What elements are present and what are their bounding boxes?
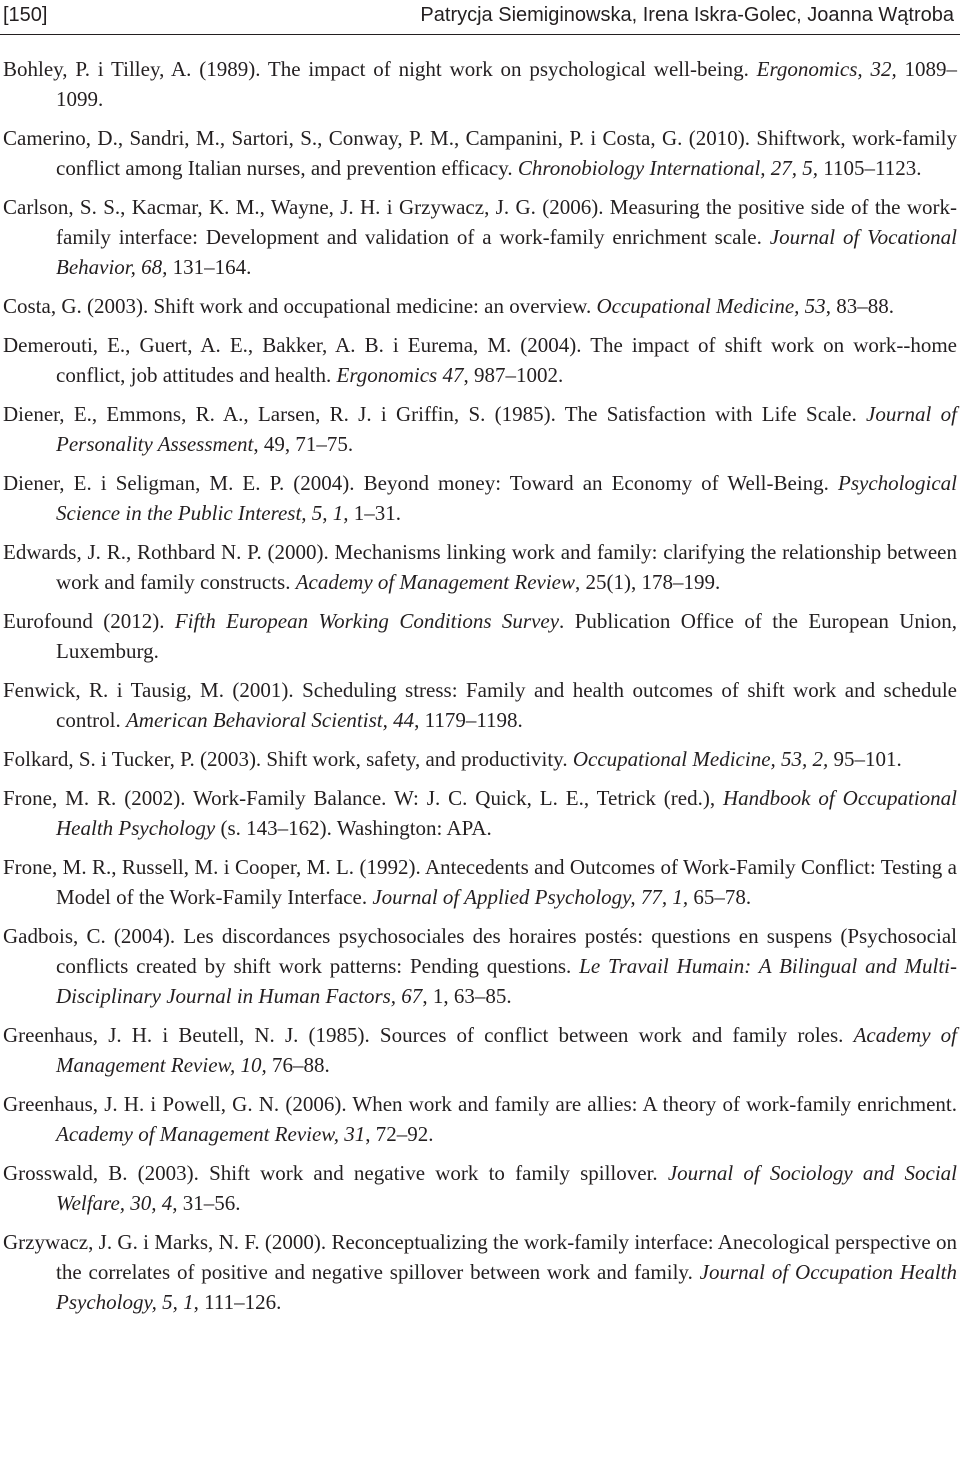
reference-journal: Fifth European Working Conditions Survey (174, 609, 560, 633)
reference-pages: 1–31. (348, 501, 402, 525)
reference-text: Eurofound (2012). (3, 609, 175, 633)
reference-entry (3, 330, 957, 390)
reference-pages: 131–164. (167, 255, 252, 279)
reference-text: Gadbois, C. (2004). Les discordances psychosociales des horaires postés: questions en suspens (Psychosocial conflicts created by shift work patterns: Pending questions. (3, 924, 957, 978)
reference-entry (3, 1227, 957, 1317)
reference-text: Edwards, J. R., Rothbard N. P. (2000). Mechanisms linking work and family: clarifying the relationship between work and family constructs. (3, 540, 957, 594)
reference-text: Diener, E., Emmons, R. A., Larsen, R. J. i Griffin, S. (1985). The Satisfaction with Life Scale. (3, 402, 867, 426)
page-number: [150] (3, 4, 48, 26)
reference-text: Grosswald, B. (2003). Shift work and negative work to family spillover. (3, 1161, 668, 1185)
reference-list (3, 54, 957, 1326)
reference-text: Fenwick, R. i Tausig, M. (2001). Scheduling stress: Family and health outcomes of shift work and schedule control. (3, 678, 957, 732)
reference-pages: 1105–1123. (818, 156, 922, 180)
reference-pages: , 1, 63–85. (422, 984, 512, 1008)
reference-journal: Occupational Medicine, 53, 2, (572, 747, 829, 771)
reference-text: Greenhaus, J. H. i Beutell, N. J. (1985). Sources of conflict between work and family roles. (3, 1023, 854, 1047)
reference-text: Greenhaus, J. H. i Powell, G. N. (2006). When work and family are allies: A theory of work-family enrichment. (3, 1092, 957, 1116)
reference-entry (3, 399, 957, 459)
reference-pages: 1089–1099. (56, 57, 958, 111)
reference-entry (3, 852, 957, 912)
reference-text: Frone, M. R. (2002). Work-Family Balance. W: J. C. Quick, L. E., Tetrick (red.), (3, 786, 723, 810)
reference-journal: Ergonomics, 32, (756, 57, 897, 81)
reference-text: Frone, M. R., Russell, M. i Cooper, M. L. (1992). Antecedents and Outcomes of Work-Family Conflict: Testing a Model of the Work-Family Interface. (3, 855, 957, 909)
reference-pages: , 49, 71–75. (253, 432, 354, 456)
reference-text: Demerouti, E., Guert, A. E., Bakker, A. B. i Eurema, M. (2004). The impact of shift work on work--home conflict, job attitudes and health. (3, 333, 957, 387)
reference-pages: (s. 143–162). Washington: APA. (215, 816, 492, 840)
reference-entry (3, 783, 957, 843)
reference-journal: Academy of Management Review (295, 570, 576, 594)
reference-journal: Academy of Management Review, 10, (56, 1023, 958, 1077)
reference-journal: American Behavioral Scientist, 44 (125, 708, 415, 732)
reference-text: Folkard, S. i Tucker, P. (2003). Shift work, safety, and productivity. (3, 747, 573, 771)
reference-pages: , 111–126. (193, 1290, 282, 1314)
reference-text: Camerino, D., Sandri, M., Sartori, S., Conway, P. M., Campanini, P. i Costa, G. (2010). Shiftwork, work-family conflict among Italian nurses, and prevention efficacy. (3, 126, 957, 180)
reference-pages: , 72–92. (365, 1122, 434, 1146)
reference-pages: 65–78. (688, 885, 752, 909)
reference-text: Bohley, P. i Tilley, A. (1989). The impact of night work on psychological well-being. (3, 57, 757, 81)
reference-journal: Journal of Applied Psychology, 77, 1, (372, 885, 689, 909)
reference-entry (3, 54, 957, 114)
reference-entry (3, 744, 957, 774)
reference-journal: Academy of Management Review, 31 (56, 1122, 366, 1146)
reference-entry (3, 1089, 957, 1149)
reference-entry (3, 606, 957, 666)
reference-journal: Journal of Vocational Behavior, 68, (56, 225, 957, 279)
reference-pages: , 25(1), 178–199. (575, 570, 721, 594)
reference-journal: Psychological Science in the Public Interest, 5, 1, (56, 471, 957, 525)
reference-entry (3, 123, 957, 183)
reference-pages: 95–101. (828, 747, 902, 771)
reference-pages: . Publication Office of the European Union, Luxemburg. (56, 609, 957, 663)
reference-journal: Le Travail Humain: A Bilingual and Multi-Disciplinary Journal in Human Factors, 67 (56, 954, 957, 1008)
reference-journal: Journal of Occupation Health Psychology, 5, 1 (56, 1260, 958, 1314)
reference-entry (3, 921, 957, 1011)
reference-pages: 31–56. (177, 1191, 241, 1215)
reference-text: Diener, E. i Seligman, M. E. P. (2004). Beyond money: Toward an Economy of Well-Being. (3, 471, 839, 495)
reference-text: Carlson, S. S., Kacmar, K. M., Wayne, J. H. i Grzywacz, J. G. (2006). Measuring the positive side of the work-family interface: Development and validation of a work-family enrichment scale. (3, 195, 957, 249)
reference-journal: Handbook of Occupational Health Psychology (56, 786, 957, 840)
reference-journal: Occupational Medicine, 53 (596, 294, 826, 318)
reference-journal: Chronobiology International, 27, 5, (517, 156, 819, 180)
reference-pages: , 83–88. (825, 294, 894, 318)
reference-journal: Journal of Sociology and Social Welfare, 30, 4, (56, 1161, 957, 1215)
reference-text: Grzywacz, J. G. i Marks, N. F. (2000). Reconceptualizing the work-family interface: Anecological perspective on the correlates of positive and negative spillover between work and family. (3, 1230, 957, 1284)
reference-entry (3, 1158, 957, 1218)
reference-entry (3, 1020, 957, 1080)
reference-entry (3, 675, 957, 735)
reference-entry (3, 291, 957, 321)
reference-entry (3, 537, 957, 597)
reference-journal: Ergonomics 47 (336, 363, 464, 387)
reference-journal: Journal of Personality Assessment (56, 402, 957, 456)
reference-pages: , 987–1002. (463, 363, 564, 387)
reference-text: Costa, G. (2003). Shift work and occupational medicine: an overview. (3, 294, 597, 318)
reference-entry (3, 192, 957, 282)
running-head-authors: Patrycja Siemiginowska, Irena Iskra-Golec, Joanna Wątroba (420, 4, 954, 26)
reference-pages: 76–88. (266, 1053, 330, 1077)
reference-entry (3, 468, 957, 528)
reference-pages: , 1179–1198. (414, 708, 523, 732)
running-header (0, 0, 960, 35)
